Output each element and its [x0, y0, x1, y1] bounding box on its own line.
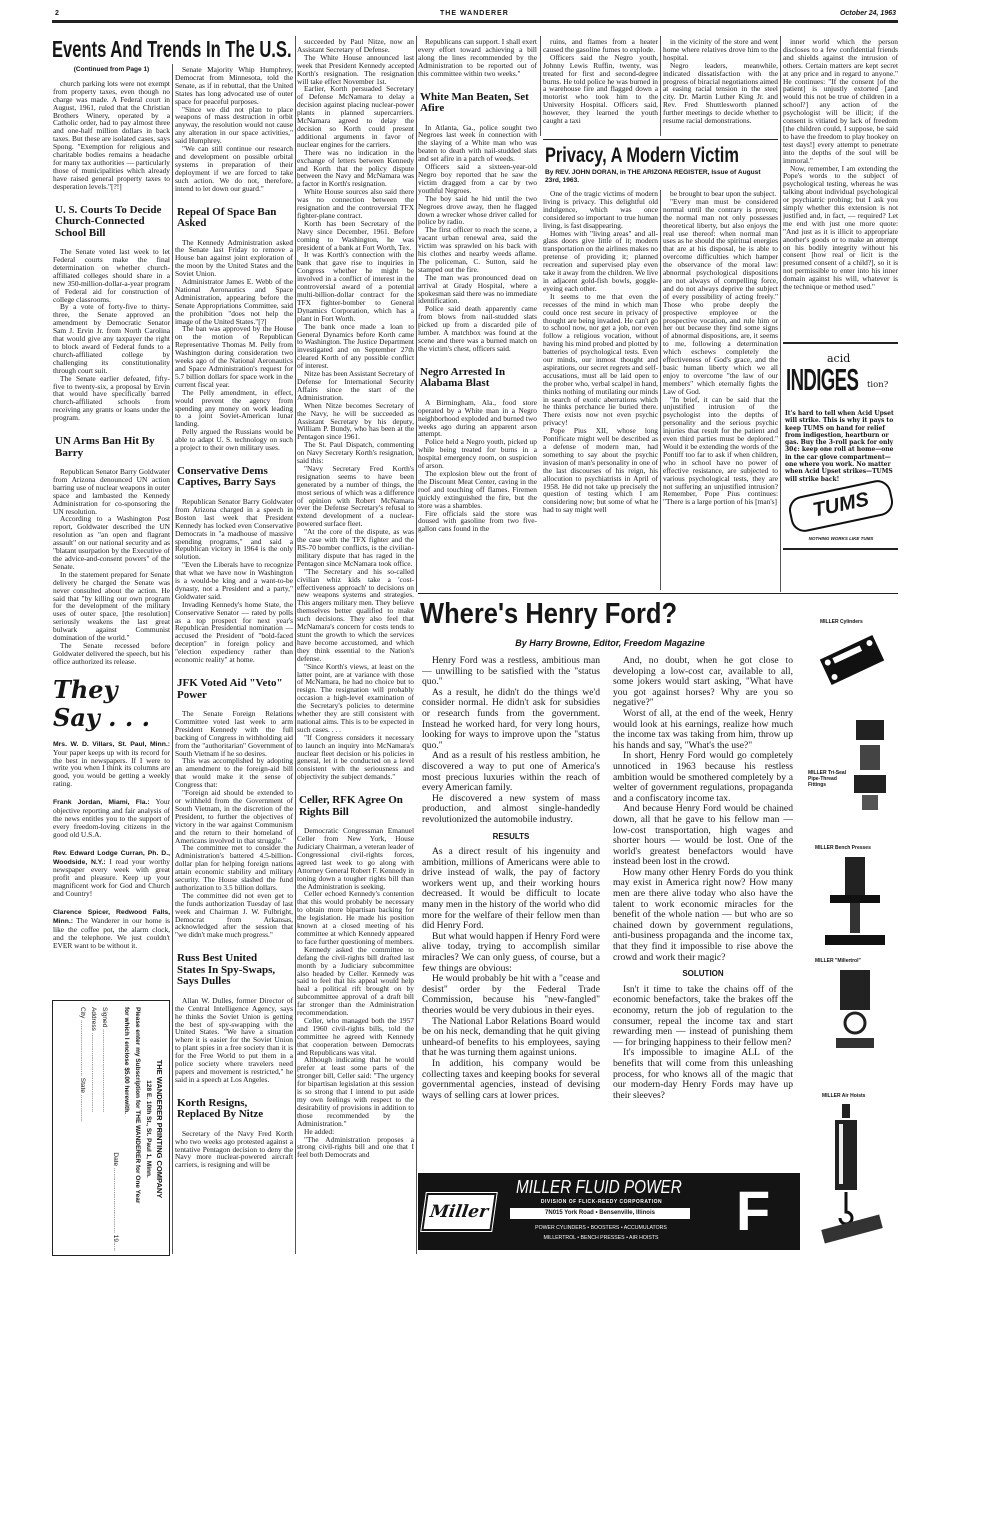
banner-address: 7N015 York Road • Bensenville, Illinois [510, 1208, 690, 1219]
paragraph: This was accomplished by adopting an amendment to the foreign-aid bill that would make it the sense of Congress that: [175, 756, 293, 790]
they-say-heading: They Say . . . [53, 674, 150, 732]
paragraph: But what would happen if Henry Ford were alive today, trying to accomplish similar miracles? We can only guess, of course, but a few things are obvious: [422, 930, 600, 974]
paragraph: Henry Ford was a restless, ambitious man — unwilling to be satisfied with the "status quo." [422, 656, 600, 688]
masthead-name: THE WANDERER [440, 10, 509, 17]
paragraph: In addition, his company would be collecting taxes and keeping books for several governmental agencies, instead of devising ways of selling cars at lower prices. [422, 1057, 600, 1101]
paragraph: "Since we did not plan to place weapons of mass destruction in orbit anyway, the resolution would not cause any alteration in our space activities," said Humphrey. [175, 104, 293, 146]
paragraph: The National Labor Relations Board would be on his neck, demanding that he quit giving unheard-of benefits to his employees, saying that he was turning them against unions. [422, 1015, 600, 1059]
cylinder-image-icon [815, 628, 890, 693]
paragraph: Secretary of the Navy Fred Korth who two weeks ago protested against a tentative Pentagon decision to deny the Navy more nuclear-powered aircraft carriers, is resigning and will be [175, 1128, 293, 1170]
paragraph: "Every man must be considered normal until the contrary is proven; the normal man not only possesses theoretical liberty, but also enjoys the real use thereof: when normal man uses as he should the spiritual energies that are at his disposal, he is able to overcome difficulties which hamper the observance of the moral law: abnormal psychological dispositions are not always of compelling force, and do not always deprive the subject of every possibility of acting freely." Those who probe deeply the prospective employee or the prospective vocation, and rule him or her out because they find some signs of abnormal dispositions, are, it seems to me, following a determination which eschews completely the effectiveness of God's grace, and the basic human liberty which we all enjoy to overcome "the law of our members" which eternally fights the Law of God. [663, 196, 778, 396]
section-headline: Repeal Of Space Ban Asked [177, 205, 277, 229]
column-2 [175, 66, 293, 1254]
form-instructions-1: Please enter my Subscription for THE WANDERER for One Year [134, 1007, 141, 1204]
paragraph: According to a Washington Post report, Goldwater described the UN resolution as "an open and flagrant assault" on our national security and as "blatant usurpation by the Executive of the advice-and-consent powers" of the Senate. [53, 514, 170, 571]
banner-products-1: POWER CYLINDERS • BOOSTERS • ACCUMULATORS [535, 1225, 667, 1231]
paragraph: The St. Paul Dispatch, commenting on Navy Secretary Korth's resignation, said this: [297, 440, 414, 466]
paragraph: be brought to bear upon the subject. [670, 190, 777, 198]
paragraph: The bank once made a loan to General Dynamics before Korth came to Washington. The Justice Department investigated and on September 27th cleared Korth of any possible conflict of interest. [297, 321, 414, 371]
page-number: 2 [55, 10, 59, 17]
reader-letter [53, 849, 170, 898]
ad-word-acid: acid [827, 352, 851, 365]
miller-logo [421, 1193, 496, 1231]
events-headline: Events And Trends In The U.S. [52, 36, 292, 62]
paragraph: "The Secretary and his so-called civilian whiz kids take a 'cost-effectiveness approach' to decisions on new weapons systems and strategies. This angers military men. They believe themselves better qualified to make such decisions. They also feel that McNamara's concern for costs tends to stunt the growth to which the services have become accustomed, and which they think essential to the Nation's defense. [297, 566, 414, 663]
banner-letter: F [736, 1179, 771, 1242]
miller-fluid-power-ad[interactable] [418, 1173, 800, 1250]
letter-author: Mrs. W. D. Villars, St. Paul, Minn.: [53, 740, 170, 748]
paragraph: inner world which the person discloses to a few confidential friends and shields against the intrusion of others. Certain matters are kept secret at any price and in regard to anyone." He continues: "If the consent [of the patient] is unjustly extorted [and would this not be true of children in a school?] any action of the psychologist will be illicit; if the consent is vitiated by lack of freedom [the children could, I suppose, be said to have the freedom to play hookey on test days!] every attempt to penetrate into the depths of the soul will be immoral." [783, 38, 898, 165]
subscription-form[interactable] [52, 1000, 170, 1256]
form-address-field[interactable]: Address ............................................ [90, 1007, 97, 1113]
paragraph: ruins, and flames from a heater caused the gasoline fumes to explode. [543, 38, 658, 54]
ford-column-2 [613, 656, 793, 1161]
paragraph: Allan W. Dulles, former Director of the Central Intelligence Agency, says he thinks the Soviet Union is getting the best of spy-swapping with the United States. "We have a situation where it is easier for the Soviet Union to plant spies in a free society than it is for the Free World to put them in a police society where travelers need papers and movement is restricted," he said in a speech at Los Angeles. [175, 995, 293, 1084]
paragraph: It was Korth's connection with the bank that gave rise to inquiries in Congress whether he might be involved in a conflict of interest in the controversial award of a potential multi-billion-dollar contract for the TFX fighter-bomber to General Dynamics Corporation, which has a plant in Fort Worth. [297, 250, 414, 323]
form-city-state-field[interactable]: City ............................... State ............... [79, 1007, 86, 1122]
paragraph: And because Henry Ford would be chained down, all that he gave to his fellow man — low-cost transportation, high wages and shorter hours — would be lost. One of the world's greatest benefactors would have instead been lost in the crowd. [613, 803, 793, 868]
paragraph: "In brief, it can be said that the unjustified intrusion of the psychologist into the depths of personality and the serious psychic injuries that result for the patient and even third parties must be deplored." Would it be extending the words of the Pontiff too far to ask if when children, who in school have no power of effective resistance, are subjected to various psychological tests, they are not suffering an unjustified intrusion? Remember, Pope Pius continues: "There is a large portion of his [man's] [663, 394, 778, 507]
paragraph: He added: [304, 1126, 335, 1136]
paragraph: In the statement prepared for Senate delivery he charged the Senate was never consulted about the action. He said that "by killing our own program for the development of the military uses of outer space, [the resolution] seriously weakens the last great bulwark against Communist domination of the world." [53, 569, 170, 643]
paragraph: In short, Henry Ford would go completely unnoticed in 1963 because his restless ambition would be smothered completely by a welter of government regulations, propaganda and a confiscatory income tax. [613, 750, 793, 804]
section-headline: Negro Arrested In Alabama Blast [420, 365, 506, 390]
column-divider [660, 190, 661, 590]
paragraph: Now, remember, I am extending the Pope's words to the subject of psychological testing, whereas he was talking about individual psychological or psychiatric probing; but I ask you simply whether this extension is not justified and, in fact, — required? Let me end with just one more quote: "And just as it is illicit to appropriate another's goods or to make an attempt on his bodily integrity without his consent [how real or licit is the presumed consent of a child?], so it is not permissible to enter into his inner domain against his will, whatever is the technique or method used." [783, 163, 898, 292]
ad-rule [783, 342, 898, 344]
section-headline: White Man Beaten, Set Afire [420, 90, 529, 115]
banner-products-2: MILLERTROL • BENCH PRESSES • AIR HOISTS [543, 1235, 659, 1241]
paragraph: He discovered a new system of mass production, and almost single-handedly revolutionized the automobile industry. [422, 792, 600, 825]
paragraph: The Senate recessed before Goldwater delivered the speech, but his office authorized its release. [53, 640, 170, 666]
paragraph: Korth has been Secretary of the Navy since December, 1961. Before coming to Washington, he was president of a bank at Fort Worth, Tex. [297, 218, 414, 252]
paragraph: By a vote of forty-five to thirty-three, the Senate approved an amendment by Democratic Senator Sam J. Ervin Jr. from North Carolina that would give any taxpayer the right to block award of Federal funds to a church-affiliated college by challenging its constitutionality through court suit. [53, 302, 170, 375]
paragraph: Administrator James E. Webb of the National Aeronautics and Space Administration, appearing before the Senate Appropriations Committee, said the prohibition "does not help the image of the United States."[?] [175, 277, 293, 326]
millertrol-image-icon [828, 968, 883, 1053]
paragraph: A Birmingham, Ala., food store operated by a White man in a Negro neighborhood exploded and burned two weeks ago during an apparent arson attempt. [418, 397, 537, 439]
paragraph: The ban was approved by the House on the motion of Republican Representative Thomas M. Pelly from Washington during consideration two weeks ago of the National Aeronautics and Space Administration's request for 5.7 billion dollars for space work in the current fiscal year. [175, 324, 293, 389]
section-headline: JFK Voted Aid "Veto" Power [177, 677, 283, 701]
product-caption: MILLER Tri-Seal Pipe-Thread Fittings [808, 770, 847, 788]
column-7 [783, 38, 898, 338]
paragraph: White House sources also said there was no connection between the resignation and the controversial TFX fighter-plane contract. [297, 187, 414, 220]
product-caption: MILLER "Millertrol" [815, 958, 861, 964]
ford-headline: Where's Henry Ford? [420, 598, 678, 630]
paragraph: church parking lots were not exempt from property taxes, even though no charge was made. A Federal court in August, 1961, ruled that the Christian Brothers Winery, operated by a Catholic order, had to pay almost three and one-half million dollars in back taxes. But these are isolated cases, says Spong. "Exemption for religious and charitable bodies remains a headache for many tax authorities — particularly those of municipalities which already have raised general property taxes to desperation levels."[?!] [53, 78, 170, 191]
air-hoist-image-icon [820, 1102, 895, 1250]
banner-title: MILLER FLUID POWER [516, 1177, 682, 1197]
column-divider [660, 36, 661, 136]
paragraph: Invading Kennedy's home State, the Conservative Senator — rated by polls as a top prospect for next year's Republican Presidential nomination — accused the President of "bold-faced deception" in foreign policy and "election expediency rather than economic reality" at home. [175, 599, 293, 665]
paragraph: Democratic Congressman Emanuel Celler from New York, House Judiciary Chairman, a veteran leader of Congressional civil-rights forces, agreed last week to go along with Attorney General Robert F. Kennedy in toning down a tougher rights bill than the Administration is seeking. [297, 826, 414, 891]
column-6-top [663, 38, 778, 136]
paragraph: It's impossible to imagine ALL of the benefits that will come from this unleashing process, for who knows all of the magic that our modern-day Henry Fords may have up their sleeves? [613, 1047, 793, 1101]
paragraph: He would probably be hit with a "cease and desist" order by the Federal Trade Commission, because his "new-fangled" theories would be very dubious in their eyes. [422, 973, 600, 1016]
column-divider [416, 1000, 417, 1254]
form-date-field[interactable]: Date .................................... 19..... [112, 1152, 119, 1251]
paragraph: There was no indication in the exchange of letters between Kennedy and Korth that the policy dispute between the Navy and McNamara was a factor in Korth's resignation. [297, 147, 414, 189]
paragraph: "If Congress considers it necessary to launch an inquiry into McNamara's nuclear fleet decision or his policies in general, let it be conducted on a level consistent with the seriousness and objectivity the subject demands." [297, 732, 414, 782]
ad-word-indiges: INDIGES [786, 362, 859, 397]
paragraph: It seems to me that even the recesses of the mind in which man could once rest secure in privacy of thought are being invaded. He can't go to school now, nor get a job, nor even follow a religious vocation, without having his mind probed and plotted by batteries of psychological tests. Even our minds, our inmost thought and aspirations, our secret regrets and self-accusations, must all be laid open to the prober who, verbal scalpel in hand, thinks nothing of mutilating our minds in search of exotic aberrations which he thinks perchance lie buried there. There exists now not even psychic privacy! [543, 291, 658, 428]
bench-press-image-icon [820, 855, 890, 950]
reader-letter [53, 908, 170, 950]
letter-author: Frank Jordan, Miami, Fla.: [53, 799, 150, 807]
form-address: 128 E. 10th St., St. Paul 1, Minn. [145, 1080, 152, 1178]
paragraph: "Even the Liberals have to recognize that what we have now in Washington is a would-be king and a want-to-be dynasty, not a President and a party," Goldwater said. [175, 560, 293, 601]
form-signed-field[interactable]: Signed .............................................. [101, 1007, 108, 1113]
subheading: SOLUTION [682, 969, 724, 979]
column-divider [295, 36, 296, 1254]
section-headline: Conservative Dems Captives, Barry Says [177, 464, 276, 489]
paragraph: Police said death apparently came from blows from nail-studded slats picked up from a discarded pile of lumber. A matchbox was found at the scene and there was a burned match on the victim's chest, officers said. [418, 304, 537, 353]
subheading: RESULTS [492, 831, 530, 841]
product-caption: MILLER Cylinders [820, 619, 863, 625]
column-divider [780, 36, 781, 592]
column-5-top [543, 38, 658, 136]
paragraph: succeeded by Paul Nitze, now an Assistant Secretary of Defense. [297, 38, 414, 54]
paragraph: Negro leaders, meanwhile, indicated dissatisfaction with the progress of biracial negotiations aimed at easing racial tension in the steel city. Dr. Martin Luther King Jr. and Rev. Fred Shuttlesworth planned further meetings to decide whether to resume racial demonstrations. [663, 60, 778, 126]
paragraph: When Nitze becomes Secretary of the Navy, he will be succeeded as Assistant Secretary by his deputy, William P. Bundy, who has been at the Pentagon since 1961. [297, 400, 414, 442]
column-divider [540, 36, 541, 136]
reader-letter [53, 740, 170, 788]
form-company: THE WANDERER PRINTING COMPANY [155, 1059, 164, 1199]
section-headline: Celler, RFK Agree On Rights Bill [299, 794, 403, 818]
letter-text: Your paper keeps up with its record for the best in newspapers. If I were to write you when I think its columns are good, you would be getting a weekly rating. [53, 747, 170, 789]
paragraph: The man was pronounced dead on arrival at Grady Hospital, where a spokesman said there was no immediate identification. [418, 272, 537, 306]
continued-note: (Continued from Page 1) [73, 66, 150, 73]
paragraph: Celler echoed Kennedy's contention that this would probably be necessary to obtain more bipartisan backing for the legislation. He made his position known at a closed meeting of his committee at which Kennedy appeared to face further questioning of members. [297, 889, 414, 946]
section-headline: U. S. Courts To Decide Church-Connected School Bill [55, 203, 162, 239]
letter-author: Clarence Spicer, Redwood Falls, Minn.: [53, 909, 170, 925]
ad-body: It's hard to tell when Acid Upset will strike. This is why it pays to keep TUMS on hand for relief from indigestion, heartburn or gas. Buy the 3-roll pack for only 30¢: keep one roll at home—one in the car glove compartment—one where you work. No matter when Acid Upset strikes—TUMS will strike back! [785, 410, 894, 483]
ad-word-tion: tion? [867, 380, 889, 390]
column-3 [297, 38, 414, 1254]
privacy-headline: Privacy, A Modern Victim [545, 144, 739, 167]
letter-text: I read your worthy newspaper every week with great profit and pleasure. Keep up your magnificent work for God and Church and Country! [53, 856, 170, 899]
paragraph: The White House announced last week that President Kennedy accepted Korth's resignation. The resignation will take effect November 1st. [297, 52, 414, 86]
paragraph: In Atlanta, Ga., police sought two Negroes last week in connection with the slaying of a White man who was beaten to death with nail-studded slats and set afire in a patch of weeds. [418, 122, 537, 164]
paragraph: Republican Senator Barry Goldwater from Arizona denounced UN action barring use of nuclear weapons in outer space and lambasted the Kennedy Administration for co-sponsoring the UN resolution. [53, 467, 170, 516]
paragraph: Police held a Negro youth, picked up while being treated for burns in a hospital emergency room, on suspicion of arson. [418, 437, 537, 471]
paragraph: Senate Majority Whip Humphrey, Democrat from Minnesota, told the Senate, as if in rebuttal, that the United States has long advocated use of outer space for peaceful purposes. [175, 66, 293, 106]
paragraph: "We can still continue our research and development on possible orbital systems in preparation of their deployment if we are forced to take such action. We do not, therefore, intend to let down our guard." [175, 144, 293, 193]
paragraph: Republicans can support. I shall exert every effort toward achieving a bill along the lines recommended by the Administration to be reported out of this committee within two weeks." [418, 38, 537, 78]
paragraph: Homes with "living areas" and all-glass doors give little of it; modern transportation on the airlines makes no pretense of providing it; planned recreation and supervised play even take it away from the children. We live in adjacent gold-fish bowls, goggle-eyeing each other. [543, 228, 658, 293]
privacy-top-rule [543, 139, 778, 140]
paragraph: "Navy Secretary Fred Korth's resignation seems to have been generated by a number of things, the most serious of which was a difference of opinion with Robert McNamara over the Defense Secretary's refusal to extend development of a nuclear-powered surface fleet. [297, 463, 414, 529]
privacy-column-2 [663, 190, 778, 590]
paragraph: Fire officials said the store was doused with gasoline from two five-gallon cans found in the [418, 508, 537, 534]
header-rule [52, 20, 898, 23]
paragraph: Celler, who managed both the 1957 and 1960 civil-rights bills, told the committee he agreed with Kennedy that cooperation between Democrats and Republicans was vital. [297, 1015, 414, 1057]
paragraph: Officers said the Negro youth, Johnny Lewis Ruffin, twenty, was treated for first and second-degree burns. He told police he was burned in a warehouse fire and flagged down a motorist who took him to the University Hospital. Officers said, however, they learned the youth caught a taxi [543, 52, 658, 126]
section-headline: Korth Resigns, Replaced By Nitze [177, 1096, 264, 1121]
section-headline: UN Arms Ban Hit By Barry [55, 435, 155, 459]
paragraph: "Since Korth's views, at least on the latter point, are at variance with those of McNamara, he had no choice but to resign. The resignation will probably occasion a high-level examination of the Secretary's policies to determine whether they are still consistent with national aims. This is to be expected in such cases. . . . [297, 661, 414, 734]
paragraph: Although indicating that he would prefer at least some parts of the stronger bill, Celler said: "The urgency for bipartisan legislation at this session is so strong that I intend to put aside my own feelings with respect to the desirability of provisions in addition to those recommended by the Administration." [297, 1055, 414, 1128]
letter-text: The Wanderer in our home is like the coffee pot, the alarm clock, and the telephone. We just couldn't EVER want to be without it. [53, 916, 170, 950]
product-caption: MILLER Bench Presses [815, 845, 871, 851]
tums-ad[interactable] [783, 340, 898, 590]
ford-column-1 [422, 656, 600, 1161]
paragraph: Republican Senator Barry Goldwater from Arizona charged in a speech in Boston last week that President Kennedy has locked even Conservative Democrats in "a madhouse of massive spending programs," and said a Republican victory in 1964 is the only solution. [175, 496, 293, 562]
paragraph: And, no doubt, when he got close to developing a low-cost car, available to all, some jokers would start asking, "What have you got against horses? Why are you so negative?" [613, 656, 793, 709]
miller-logo-text: Miller [428, 1202, 490, 1222]
paragraph: One of the tragic victims of modern living is privacy. This delightful old indulgence, which was once considered so important to true human living, is fast disappearing. [543, 190, 658, 230]
paragraph: The first officer to reach the scene, a vacant urban renewal area, said the victim was sprawled on his back with his clothes and nearby weeds aflame. The policeman, C. Sutton, said he stamped out the fire. [418, 225, 537, 274]
paragraph: "The Administration proposes a strong civil-rights bill and one that I feel both Democrats and [297, 1134, 414, 1160]
paragraph: The explosion blew out the front of the Discount Meat Center, caving in the roof and touching off flames. Firemen quickly extinguished the fire, but the store was a shambles. [418, 468, 537, 510]
paragraph: Kennedy asked the committee to defang the civil-rights bill drafted last month by a Judiciary subcommittee also headed by Celler. Kennedy was said to feel that his appeal would help heal a political rift brought on by subcommittee approval of a draft bill far stronger than the Administration recommendation. [297, 944, 414, 1018]
paragraph: The Kennedy Administration asked the Senate last Friday to remove a House ban against joint exploration of the moon by the United States and the Soviet Union. [175, 237, 293, 279]
paragraph: in the vicinity of the store and went home where relatives drove him to the hospital. [663, 38, 778, 62]
column-4 [418, 38, 537, 590]
column-divider [416, 36, 417, 592]
privacy-column-1 [543, 190, 658, 590]
section-headline: Russ Best United States In Spy-Swaps, Says Dulles [177, 952, 276, 988]
paragraph: Nitze has been Assistant Secretary of Defense for International Security Affairs since the start of the Administration. [297, 369, 414, 402]
column-1 [53, 62, 170, 997]
paragraph: "At the core of the dispute, as was the case with the TFX fighter and the RS-70 bomber conflicts, is the civilian-military dispute that has raged in the Pentagon since McNamara took office. [297, 527, 414, 568]
ford-byline: By Harry Browne, Editor, Freedom Magazine [515, 638, 705, 648]
reader-letter [53, 798, 170, 839]
paragraph: Officers said a sixteen-year-old Negro boy reported that he saw the victim dragged from a car by two youthful Negroes. [418, 162, 537, 195]
paragraph: The committee did not even get to the funds authorization Tuesday of last week and Chairman J. W. Fulbright, Democrat from Arkansas, acknowledged after the session that "we didn't make much progress." [175, 890, 293, 940]
paragraph: And as a result of his restless ambition, he discovered a way to put one of America's most precious luxuries within the reach of every American family. [422, 750, 600, 794]
fittings-image-icon [848, 715, 893, 815]
paragraph: The committee met to consider the Administration's battered 4.5-billion-dollar plan for helping foreign nations attain economic stability and military security. The House slashed the fund authorization to 3.5 billion dollars. [175, 843, 293, 892]
paragraph: The Senate Foreign Relations Committee voted last week to arm President Kennedy with the full backing of Congress in withholding aid from the "authoritarian" Government of South Vietnam if he so desires. [175, 709, 293, 758]
paragraph: "Foreign aid should be extended to or withheld from the Government of South Vietnam, in the discretion of the President, to further the objectives of victory in the war against Communism and the return to their homeland of Americans involved in that struggle." [175, 788, 293, 845]
paragraph: As a result, he didn't do the things we'd consider normal. He didn't ask for subsidies or research funds from the government. Instead he worked hard, for very long hours, looking for ways to improve upon the "status quo." [422, 686, 600, 751]
ad-tagline: NOTHING WORKS LIKE TUMS [808, 536, 874, 541]
paragraph: As a direct result of his ingenuity and ambition, millions of Americans were able to drive instead of walk, the pay of factory workers went up, and their working hours decreased. It would be difficult to locate many men in the history of the world who did more for the welfare of their fellow men than did Henry Ford. [422, 846, 600, 932]
issue-date: October 24, 1963 [839, 10, 896, 17]
form-instructions-2: for which I enclose $5.00 herewith. [123, 1007, 130, 1114]
ad-rule [783, 548, 898, 550]
letter-text: Your objective reporting and fair analysis of the news entitles you to the support of every freedom-loving citizens in the good old U.S.A. [53, 797, 170, 839]
paragraph: The Pelly amendment, in effect, would prevent the agency from spending any money on work leading to a joint Soviet-American lunar landing. [175, 387, 293, 429]
paragraph: The Senate voted last week to let Federal courts make the final determination on whether church-affiliated colleges should share in a new 350-million-dollar-a-year program of Federal aid for construction of college classrooms. [53, 247, 170, 304]
privacy-byline: By REV. JOHN DORAN, in THE ARIZONA REGISTER, Issue of August 23rd, 1963. [545, 169, 761, 184]
letter-author: Rev. Edward Lodge Curran, Ph. D., Woodside, N.Y.: [53, 849, 170, 866]
paragraph: Worst of all, at the end of the week, Henry would look at his earnings, realize how much the income tax was taking from him, throw up his hands and say, "What's the use?" [613, 707, 793, 751]
paragraph: Isn't it time to take the chains off of the economic benefactors, take the brakes off the economy, return the job of regulation to the consumer, repeal the income tax and start rewarding men — instead of punishing them — for bringing happiness to their fellow men? [613, 983, 793, 1048]
product-caption: MILLER Air Hoists [822, 1093, 866, 1099]
paragraph: Pope Pius XII, whose long Pontificate might well be described as a defense of modern man, had something to say about the psychic invasion of man's personality in one of the last discourses of his reign, his allocution to psychiatrists in April of 1958. He did not take up precisely the question of testing which I am considering now; but some of what he had to say might well [543, 426, 658, 515]
section-rule [418, 593, 898, 594]
paragraph: The boy said he hid until the two Negroes drove away, then he flagged down a wrecker whose driver called for police by radio. [418, 193, 537, 227]
tums-roll-icon [786, 478, 895, 535]
paragraph: How many other Henry Fords do you think may exist in America right now? How many men are there alive today who also have the talent to work economic miracles for the benefit of the whole nation — but who are so chained down by government regulations, anti-business propaganda and the income tax, that they find it impossible to rise above the crowd and work their magic? [613, 866, 793, 963]
tums-brand: TUMS [810, 488, 871, 522]
paragraph: Earlier, Korth persuaded Secretary of Defense McNamara to delay a decision against placing nuclear-power plants in planned supercarriers. McNamara agreed to delay the decision so Korth could present additional arguments in favor of nuclear engines for the carriers. [297, 84, 414, 149]
column-divider [172, 64, 173, 1254]
paragraph: The Senate earlier defeated, fifty-five to twenty-six, a proposal by Ervin that would have specifically barred church-affiliated schools from receiving any grants or loans under the program. [53, 373, 170, 423]
paragraph: Pelly argued the Russians would be able to adapt U. S. technology on such a project to their own military uses. [175, 427, 293, 453]
banner-division: DIVISION OF FLICK-REEDY CORPORATION [540, 1199, 663, 1205]
